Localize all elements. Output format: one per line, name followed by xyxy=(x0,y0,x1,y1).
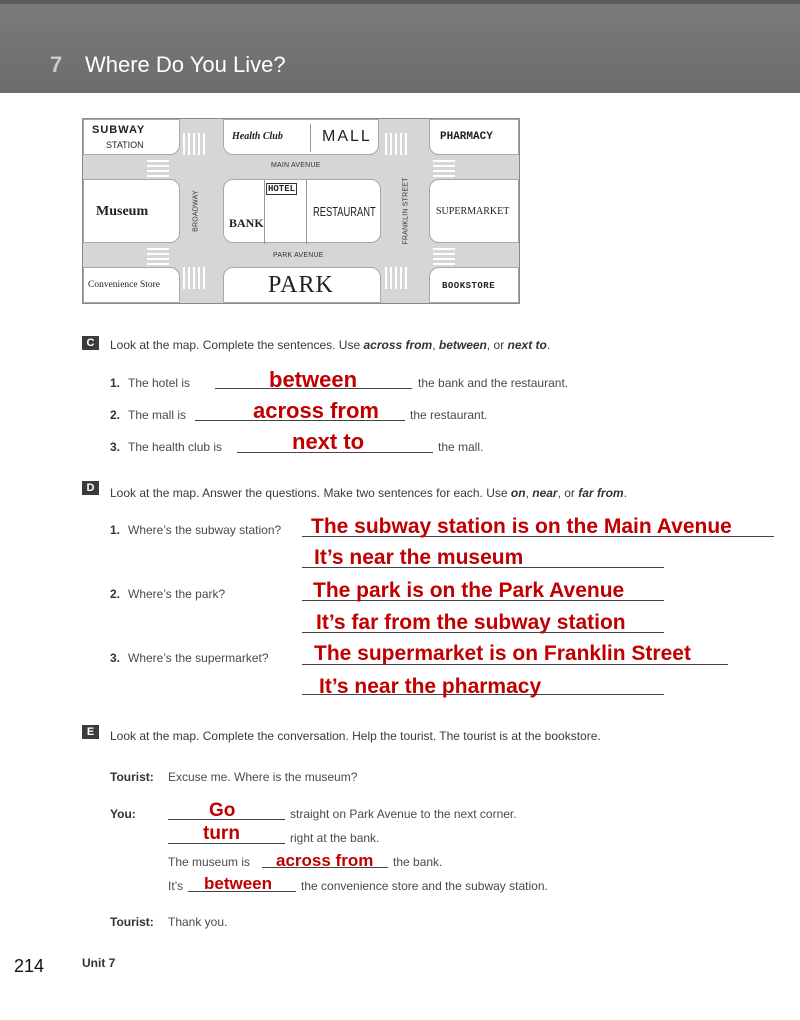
d-question-2: Where’s the park? xyxy=(128,587,226,601)
section-e-instruction: Look at the map. Complete the conversation. Help the tourist. The tourist is at the bookstore. xyxy=(110,729,601,743)
health-club-mall-block xyxy=(223,119,379,155)
crosswalk xyxy=(147,157,169,177)
tourist-label: Tourist: xyxy=(110,770,154,784)
c-item-suffix: the mall. xyxy=(438,440,484,454)
c-answer-2: across from xyxy=(253,398,379,423)
d-question-3: Where’s the supermarket? xyxy=(128,651,269,665)
unit-title: Where Do You Live? xyxy=(85,52,286,77)
divider xyxy=(310,124,311,152)
supermarket-block xyxy=(429,179,519,243)
d-item-number: 1. xyxy=(110,523,121,537)
e-answer-3: across from xyxy=(276,851,374,870)
d-answer-1a: The subway station is on the Main Avenue xyxy=(311,515,732,538)
page-number: 214 xyxy=(14,956,45,976)
center-block xyxy=(223,179,381,243)
c-item-suffix: the restaurant. xyxy=(410,408,488,422)
park-block xyxy=(223,267,381,303)
d-answer-2b: It’s far from the subway station xyxy=(316,611,626,634)
e-line-suffix: straight on Park Avenue to the next corner. xyxy=(290,807,517,821)
restaurant-label: RESTAURANT xyxy=(313,204,376,219)
franklin-street-label: FRANKLIN STREET xyxy=(402,177,410,245)
d-question-1: Where’s the subway station? xyxy=(128,523,282,537)
e-line-prefix: The museum is xyxy=(168,855,251,869)
you-label: You: xyxy=(110,807,136,821)
e-line-suffix: the bank. xyxy=(393,855,443,869)
e-answer-4: between xyxy=(204,874,273,893)
tourist-label: Tourist: xyxy=(110,915,154,929)
c-item-number: 1. xyxy=(110,376,121,390)
hotel-label: HOTEL xyxy=(268,184,296,194)
c-item-number: 2. xyxy=(110,408,121,422)
bank-label: BANK xyxy=(229,216,264,230)
d-answer-3b: It’s near the pharmacy xyxy=(319,675,542,698)
crosswalk xyxy=(147,245,169,265)
tourist-line: Excuse me. Where is the museum? xyxy=(168,770,358,784)
park-avenue-label: PARK AVENUE xyxy=(273,252,324,259)
convenience-store-label: Convenience Store xyxy=(88,280,161,290)
crosswalk xyxy=(433,157,455,177)
crosswalk xyxy=(385,133,407,155)
museum-block xyxy=(83,179,180,243)
pharmacy-block xyxy=(429,119,519,155)
pharmacy-label: PHARMACY xyxy=(440,131,493,143)
subway-label: SUBWAY xyxy=(92,124,146,136)
crosswalk xyxy=(385,267,407,289)
e-line-suffix: the convenience store and the subway station. xyxy=(301,879,548,893)
divider xyxy=(264,180,265,244)
d-answer-2a: The park is on the Park Avenue xyxy=(313,579,625,602)
section-d-instruction: Look at the map. Answer the questions. Make two sentences for each. Use on, near, or far from. xyxy=(110,486,627,500)
main-avenue-label: MAIN AVENUE xyxy=(271,162,321,169)
section-e-icon: E xyxy=(82,725,99,739)
c-item-prefix: The hotel is xyxy=(128,376,191,390)
c-item-suffix: the bank and the restaurant. xyxy=(418,376,569,390)
c-item-prefix: The health club is xyxy=(128,440,223,454)
c-answer-1: between xyxy=(269,367,358,392)
d-answer-3a: The supermarket is on Franklin Street xyxy=(314,642,691,665)
d-item-number: 3. xyxy=(110,651,121,665)
broadway-label: BROADWAY xyxy=(192,190,200,232)
museum-label: Museum xyxy=(96,204,149,219)
divider xyxy=(306,180,307,244)
header-band xyxy=(0,0,800,93)
c-item-prefix: The mall is xyxy=(128,408,187,422)
subway-station-block xyxy=(83,119,180,155)
unit-label: Unit 7 xyxy=(82,956,116,970)
supermarket-label: SUPERMARKET xyxy=(436,206,510,217)
d-answer-1b: It’s near the museum xyxy=(314,546,524,569)
section-c-icon: C xyxy=(82,336,99,350)
health-club-label: Health Club xyxy=(232,131,283,142)
unit-number: 7 xyxy=(50,52,63,77)
park-label: PARK xyxy=(268,272,334,298)
section-d-icon: D xyxy=(82,481,99,495)
mall-label: MALL xyxy=(322,128,372,145)
section-c-instruction: Look at the map. Complete the sentences. Use across from, between, or next to. xyxy=(110,338,551,352)
c-item-number: 3. xyxy=(110,440,121,454)
crosswalk xyxy=(183,267,205,289)
c-answer-3: next to xyxy=(292,429,365,454)
bookstore-label: BOOKSTORE xyxy=(442,281,496,291)
d-item-number: 2. xyxy=(110,587,121,601)
e-line-suffix: right at the bank. xyxy=(290,831,380,845)
e-answer-2: turn xyxy=(203,823,240,844)
tourist-line: Thank you. xyxy=(168,915,228,929)
city-map xyxy=(82,118,520,304)
crosswalk xyxy=(183,133,205,155)
bookstore-block xyxy=(429,267,519,303)
station-label: STATION xyxy=(106,140,144,150)
e-answer-1: Go xyxy=(209,800,236,821)
convenience-store-block xyxy=(83,267,180,303)
e-line-prefix: It’s xyxy=(168,879,184,893)
crosswalk xyxy=(433,245,455,265)
